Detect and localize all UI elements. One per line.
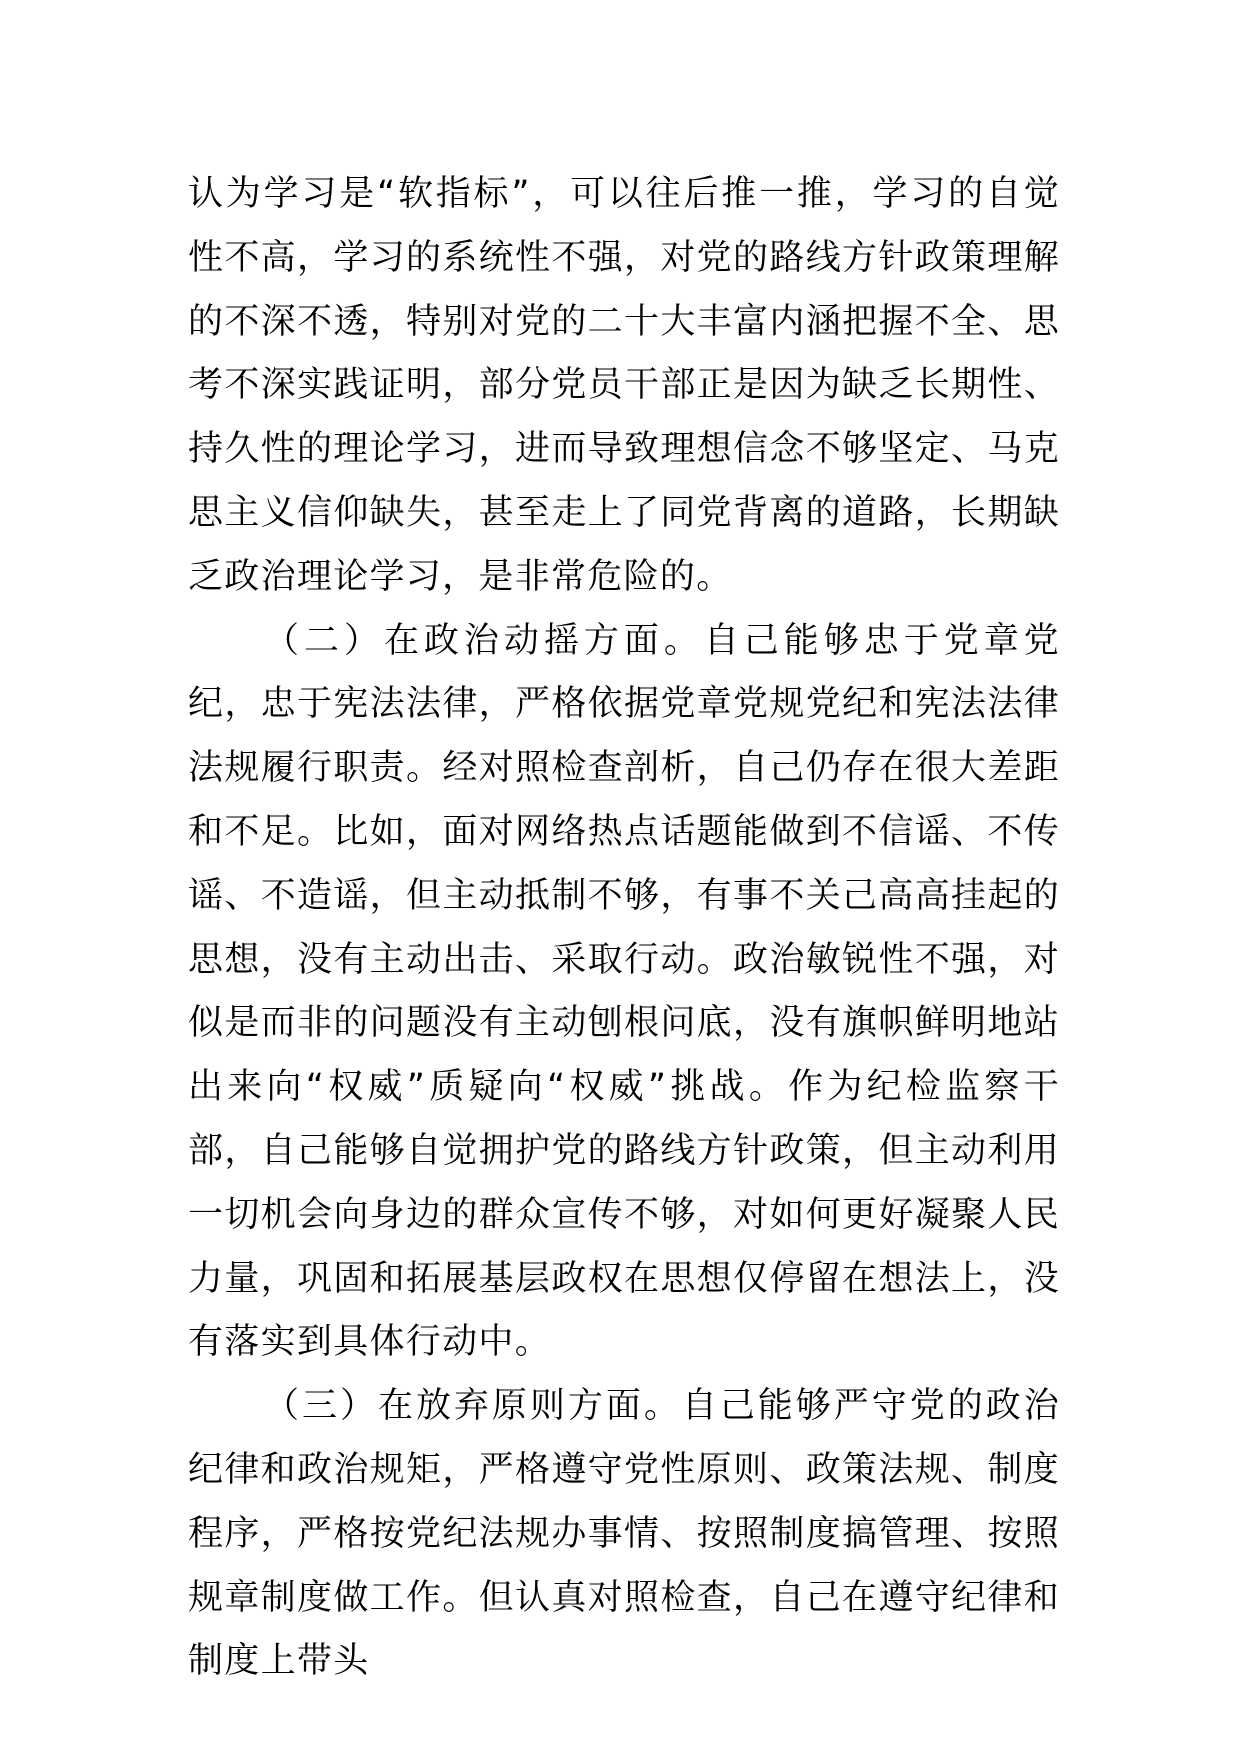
paragraph-abandoning-principles: （三）在放弃原则方面。自己能够严守党的政治纪律和政治规矩，严格遵守党性原则、政策法规、制度程序，严格按党纪法规办事情、按照制度搞管理、按照规章制度做工作。但认真对照检查，自己在遵守纪律和制度上带头 xyxy=(188,1386,1060,1682)
paragraph-political-wavering: （二）在政治动摇方面。自己能够忠于党章党纪，忠于宪法法律，严格依据党章党规党纪和宪法法律法规履行职责。经对照检查剖析，自己仍存在很大差距和不足。比如，面对网络热点话题能做到不信谣、不传谣、不造谣，但主动抵制不够，有事不关己高高挂起的思想，没有主动出击、采取行动。政治敏锐性不强，对似是而非的问题没有主动刨根问底，没有旗帜鲜明地站出来向“权威”质疑向“权威”挑战。作为纪检监察干部，自己能够自觉拥护党的路线方针政策，但主动利用一切机会向身边的群众宣传不够，对如何更好凝聚人民力量，巩固和拓展基层政权在思想仅停留在想法上，没有落实到具体行动中。 xyxy=(188,620,1060,1363)
body-text xyxy=(188,163,1060,1694)
paragraph-learning-continuation: 认为学习是“软指标”，可以往后推一推，学习的自觉性不高，学习的系统性不强，对党的路线方针政策理解的不深不透，特别对党的二十大丰富内涵把握不全、思考不深实践证明，部分党员干部正是因为缺乏长期性、持久性的理论学习，进而导致理想信念不够坚定、马克思主义信仰缺失，甚至走上了同党背离的道路，长期缺乏政治理论学习，是非常危险的。 xyxy=(188,174,1060,597)
